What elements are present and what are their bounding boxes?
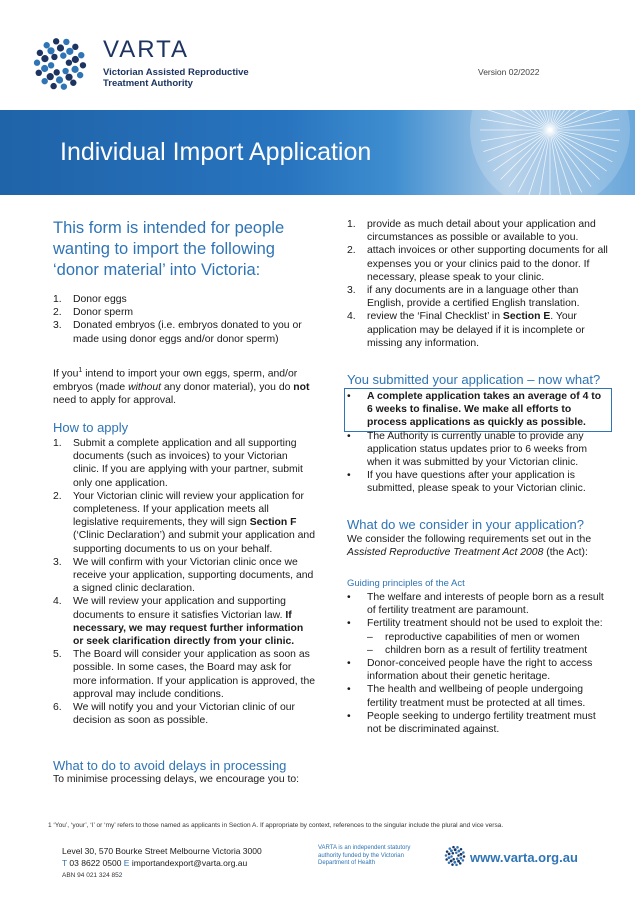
contact-details [62, 845, 262, 869]
consider-intro: We consider the following requirements set out in the Assisted Reproductive Treatment Act 2008 (the Act): [347, 534, 592, 559]
list-item: • A complete application takes an average of 4 to 6 weeks to finalise. We make all efforts to process applications as quickly as possible. [347, 391, 602, 429]
consider-heading: What do we consider in your application? [347, 517, 585, 532]
delay-tips-list [347, 218, 609, 350]
title-banner [0, 110, 635, 195]
list-item: 2. attach invoices or other supporting documents for all expenses you or your clinics paid to the donor. If necessary, please speak to your clinic. [347, 245, 608, 283]
phone-number[interactable]: 03 8622 0500 [69, 858, 122, 868]
brand-subtitle-line1: Victorian Assisted Reproductive [103, 67, 249, 78]
list-item: • If you have questions after your application is submitted, please speak to your Victorian clinic. [347, 470, 586, 495]
application-steps [53, 437, 315, 727]
list-item: • The welfare and interests of people born as a result of fertility treatment are paramount. [347, 592, 604, 617]
list-item: 3. if any documents are in a language other than English, provide a certified English translation. [347, 285, 580, 310]
principles-heading: Guiding principles of the Act [347, 578, 465, 589]
avoid-delays-heading: What to do to avoid delays in processing [53, 758, 287, 773]
list-sub-item: – children born as a result of fertility treatment [367, 644, 588, 656]
list-item: • The Authority is currently unable to provide any application status updates prior to 6 weeks from when it was submitted by your Victorian clinic. [347, 430, 588, 469]
avoid-delays-intro: To minimise processing delays, we encourage you to: [53, 774, 300, 785]
submitted-heading: You submitted your application – now what? [347, 372, 601, 387]
list-item: • People seeking to undergo fertility treatment must not be discriminated against. [347, 710, 596, 736]
list-item: • The health and wellbeing of people undergoing fertility treatment must be protected at all times. [347, 684, 586, 709]
phone-label: T [62, 858, 68, 868]
principles-list [347, 591, 609, 736]
list-item: • Donor-conceived people have the right to access information about their genetic heritage. [347, 658, 593, 683]
submitted-list [347, 390, 609, 496]
brand-subtitle [103, 67, 303, 89]
how-to-apply-heading: How to apply [53, 420, 129, 435]
materials-list [53, 293, 311, 346]
list-item: 2. Your Victorian clinic will review your application for completeness. If your application meets all legislative requirements, they will sign Section F (‘Clinic Declaration’) and submit your application and supporting documents to us on your behalf. [53, 490, 315, 555]
list-item: 3. Donated embryos (i.e. embryos donated to you or made using donor eggs and/or donor sperm) [53, 320, 302, 345]
abn: ABN 94 021 324 852 [62, 872, 123, 879]
version-label: Version 02/2022 [478, 67, 540, 77]
footnote: 1 ‘You’, ‘your’, ‘I’ or ‘my’ refers to those named as applicants in Section A. If appropriate by context, references to the singular include the plural and vice versa. [48, 822, 504, 829]
starburst-logo-icon [32, 36, 88, 92]
brand-name: VARTA [103, 36, 190, 63]
list-sub-item: – reproductive capabilities of men or women [367, 631, 580, 643]
varta-about: VARTA is an independent statutory authority funded by the Victorian Department of Health [318, 845, 411, 866]
list-item: 4. We will review your application and supporting documents to ensure it satisfies Victorian law. If necessary, we may request further information or seek clarification directly from your clinic. [53, 596, 304, 648]
list-item: 3. We will confirm with your Victorian clinic once we receive your application, supporting documents, and a signed clinic declaration. [53, 556, 314, 595]
list-item: 1. Submit a complete application and all supporting documents (such as invoices) to your Victorian clinic. If you are applying with your partner, submit only one application. [53, 438, 303, 489]
website-link[interactable]: www.varta.org.au [470, 850, 578, 865]
email-label: E [123, 858, 130, 868]
address: Level 30, 570 Bourke Street Melbourne Victoria 3000 [62, 846, 262, 856]
list-item: 1. Donor eggs [53, 294, 127, 305]
list-item: 1. provide as much detail about your application and circumstances as possible or available to you. [347, 219, 596, 244]
page-title: Individual Import Application [60, 138, 372, 166]
list-item: 4. review the ‘Final Checklist’ in Section E. Your application may be delayed if it is incomplete or missing any information. [347, 311, 585, 349]
list-item: • Fertility treatment should not be used to exploit the: [347, 618, 603, 630]
intro-lead: This form is intended for people wanting to import the following ‘donor material’ into Victoria: [53, 219, 285, 279]
list-item: 5. The Board will consider your application as soon as possible. In some cases, the Board may ask for more information. If your application is approved, the approval may include conditions. [53, 649, 315, 700]
dandelion-image [380, 110, 635, 195]
list-item: 6. We will notify you and your Victorian clinic of our decision as soon as possible. [53, 702, 295, 727]
email-link[interactable]: importandexport@varta.org.au [131, 858, 248, 868]
list-item: 2. Donor sperm [53, 307, 134, 319]
brand-subtitle-line2: Treatment Authority [103, 78, 193, 89]
own-material-note: If you$^1$ intend to import your own eggs, sperm, and/or embryos (made without any donor material), you do not need to apply for approval. [53, 367, 310, 406]
starburst-small-icon [444, 845, 466, 867]
